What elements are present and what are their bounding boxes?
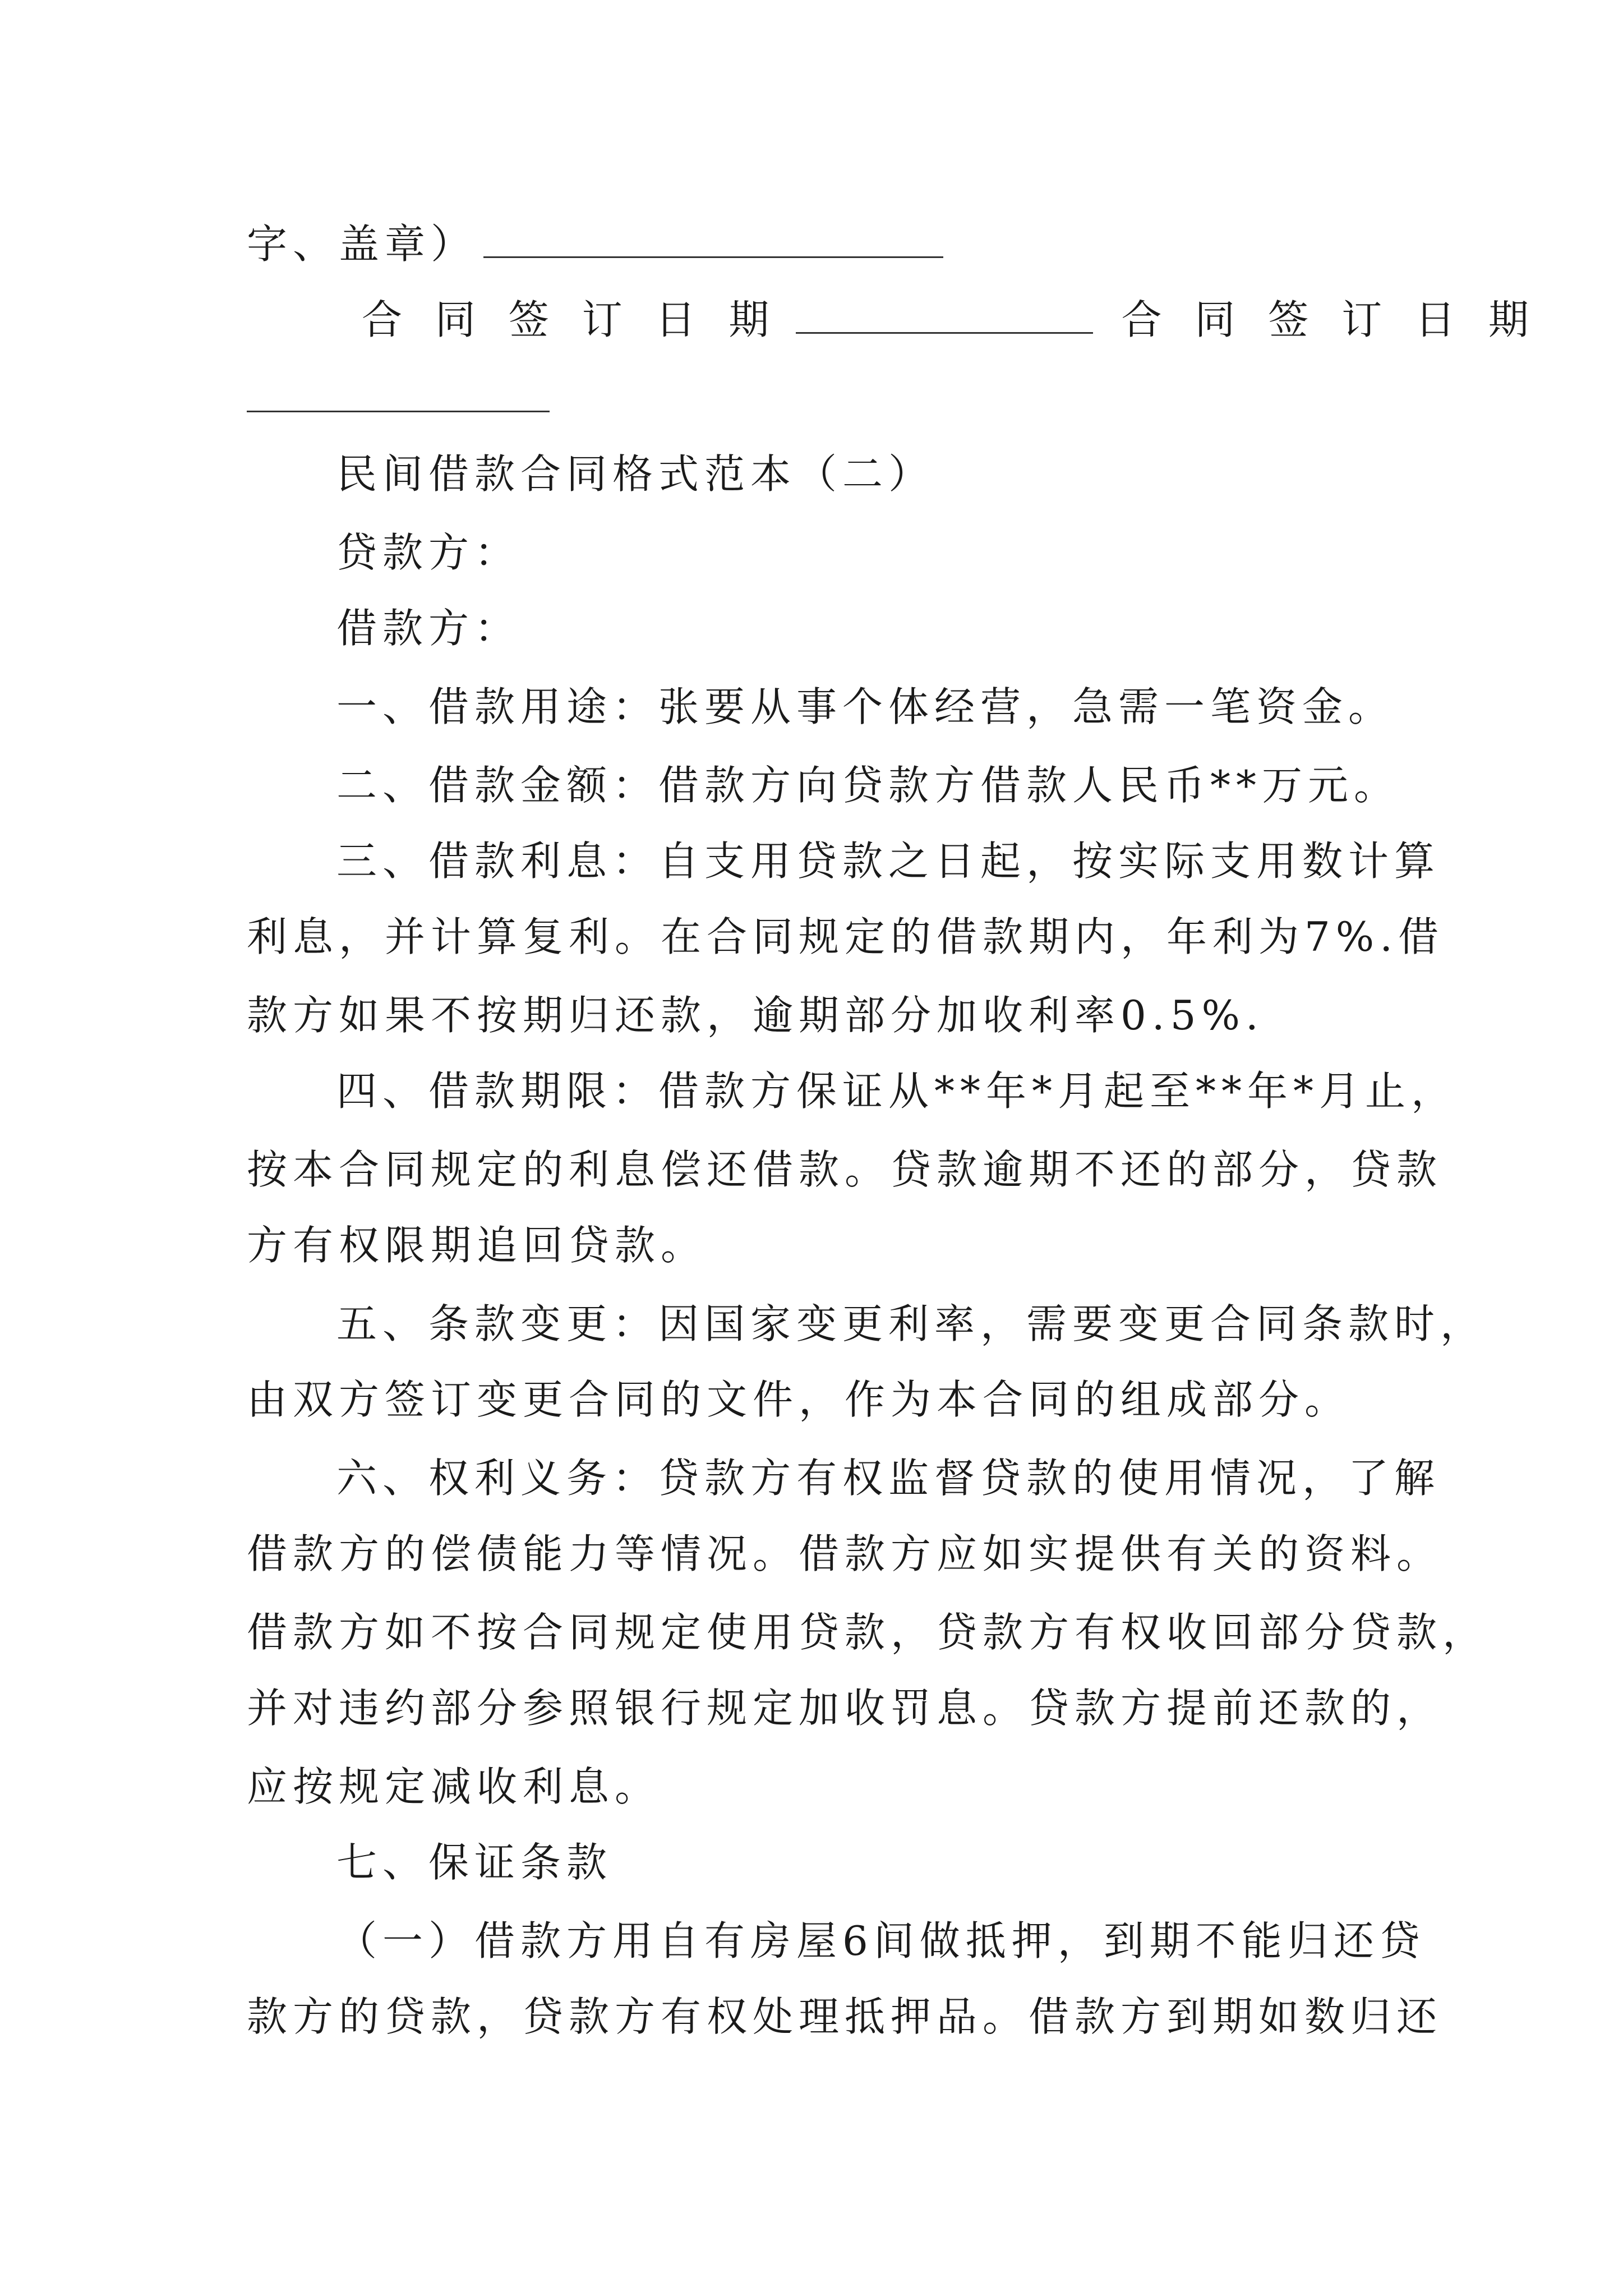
clause-3-line-2: 利息，并计算复利。在合同规定的借款期内，年利为7%.借	[247, 913, 1445, 960]
clause-7-1-line-2: 款方的贷款，贷款方有权处理抵押品。借款方到期如数归还	[247, 1993, 1443, 2040]
clause-3-line-3: 款方如果不按期归还款，逾期部分加收利率0.5%.	[247, 992, 1264, 1039]
signing-date-blank-row	[247, 359, 1623, 438]
clause-4-line-1: 四、借款期限：借款方保证从**年*月起至**年*月止，	[336, 1068, 1458, 1115]
clause-7-1-line-1: （一）借款方用自有房屋6间做抵押，到期不能归还贷	[336, 1917, 1426, 1964]
clause-5-line-1: 五、条款变更：因国家变更利率，需要变更合同条款时，	[336, 1300, 1487, 1347]
clause-6-line-1: 六、权利义务：贷款方有权监督贷款的使用情况，了解	[336, 1455, 1441, 1502]
borrower-label: 借款方：	[336, 605, 521, 652]
clause-6-line-3: 借款方如不按合同规定使用贷款，贷款方有权收回部分贷款，	[247, 1609, 1489, 1656]
signing-date-label-1: 合 同 签 订 日 期	[362, 296, 780, 343]
signing-date-blank-2	[247, 409, 550, 412]
signing-date-label-2: 合 同 签 订 日 期	[1121, 296, 1539, 343]
clause-5-line-2: 由双方签订变更合同的文件，作为本合同的组成部分。	[247, 1376, 1351, 1423]
clause-6-line-4: 并对违约部分参照银行规定加收罚息。贷款方提前还款的，	[247, 1685, 1443, 1732]
clause-6-line-5: 应按规定减收利息。	[247, 1763, 661, 1810]
signing-date-row	[362, 280, 1623, 359]
clause-4-line-3: 方有权限期追回贷款。	[247, 1222, 707, 1269]
signing-date-blank-1	[796, 331, 1093, 334]
lender-label: 贷款方：	[336, 529, 521, 576]
signature-label: 字、盖章）	[247, 220, 477, 268]
signature-blank	[483, 255, 943, 258]
clause-6-line-2: 借款方的偿债能力等情况。借款方应如实提供有关的资料。	[247, 1530, 1443, 1577]
clause-2: 二、借款金额：借款方向贷款方借款人民币**万元。	[336, 762, 1400, 809]
clause-1: 一、借款用途：张要从事个体经营，急需一笔资金。	[336, 683, 1395, 730]
clause-7-heading: 七、保证条款	[336, 1839, 613, 1886]
signature-line	[247, 205, 1623, 283]
clause-4-line-2: 按本合同规定的利息偿还借款。贷款逾期不还的部分，贷款	[247, 1146, 1443, 1193]
section-title: 民间借款合同格式范本（二）	[336, 450, 935, 498]
clause-3-line-1: 三、借款利息：自支用贷款之日起，按实际支用数计算	[336, 838, 1441, 885]
